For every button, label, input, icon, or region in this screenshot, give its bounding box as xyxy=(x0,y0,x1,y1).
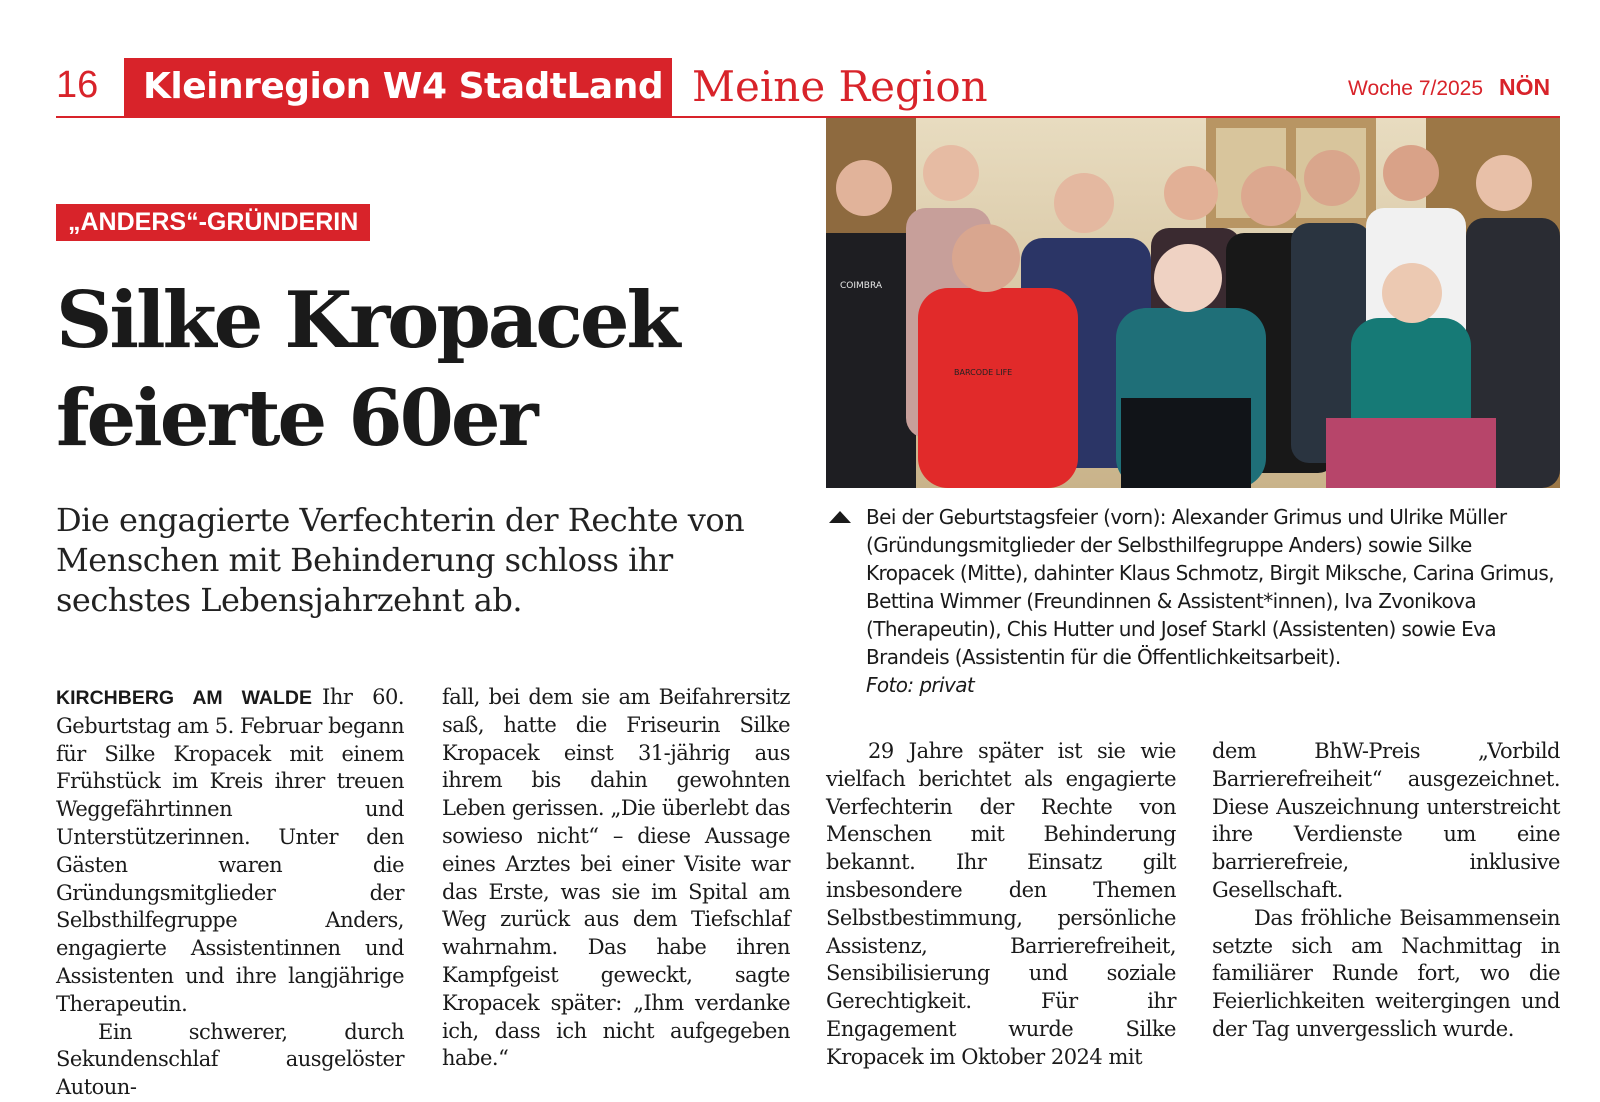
group-photo xyxy=(826,118,1560,488)
lead-paragraph: Die engagierte Verfechterin der Rechte von Menschen mit Behinderung schloss ihr sechstes Lebensjahrzehnt ab. xyxy=(56,501,745,619)
article-column-4 xyxy=(1212,738,1560,1044)
shirt-print-coimbra: COIMBRA xyxy=(840,281,883,291)
article-column-2 xyxy=(442,684,790,1073)
shirt-print-barcode: BARCODE LIFE xyxy=(954,368,1013,377)
column-1-paragraph-2: Ein schwerer, durch Sekundenschlaf ausgelöster Autoun- xyxy=(56,1019,404,1100)
article-column-1 xyxy=(56,684,404,1102)
caption-text: Bei der Geburtstagsfeier (vorn): Alexander Grimus und Ulrike Müller (Gründungsmitglieder der Selbsthilfegruppe Anders) sowie Silke Kropacek (Mitte), dahinter Klaus Schmotz, Birgit Miksche, Carina Grimus, Bettina Wimmer (Freundinnen & Assistent*innen), Iva Zvonikova (Therapeutin), Chis Hutter und Josef Starkl (Assistenten) sowie Eva Brandeis (Assistentin für die Öffentlichkeitsarbeit). xyxy=(866,505,1554,669)
column-1-paragraph-1: Ihr 60. Geburtstag am 5. Februar begann für Silke Kropacek mit einem Frühstück im Kreis ihrer treuen Weggefährtinnen und Unterstützerinnen. Unter den Gästen waren die Gründungsmitglieder der Selbsthilfegruppe Anders, engagierte Assistentinnen und Assistenten und ihre langjährige Therapeutin. xyxy=(56,685,405,1016)
section-title: Meine Region xyxy=(692,62,988,111)
column-3-paragraph-1: 29 Jahre später ist sie wie vielfach berichtet als engagierte Verfechterin der Rechte von Menschen mit Behinderung bekannt. Ihr Einsatz gilt insbesondere den Themen Selbstbestimmung, persönliche Assistenz, Barrierefreiheit, Sensibilisierung und soziale Gerechtigkeit. Für ihr Engagement wurde Silke Kropacek im Oktober 2024 mit xyxy=(826,739,1176,1069)
caption-arrow-icon xyxy=(829,511,851,523)
photo-credit: Foto: privat xyxy=(866,673,975,697)
kicker-label: „ANDERS“-GRÜNDERIN xyxy=(56,204,370,241)
brand-logo: NÖN xyxy=(1499,74,1551,100)
column-4-paragraph-2: Das fröhliche Beisammensein setzte sich am Nachmittag in familiärer Runde fort, wo die Feierlichkeiten weitergingen und der Tag unvergesslich wurde. xyxy=(1212,905,1560,1041)
column-4-paragraph-1: dem BhW-Preis „Vorbild Barrierefreiheit“ ausgezeichnet. Diese Auszeichnung unterstreicht ihre Verdienste um eine barrierefreie, inklusive Gesellschaft. xyxy=(1212,739,1560,902)
column-2-paragraph-1: fall, bei dem sie am Beifahrersitz saß, hatte die Friseurin Silke Kropacek einst 31-jährig aus ihrem bis dahin gewohnten Leben gerissen. „Die überlebt das sowieso nicht“ – diese Aussage eines Arztes bei einer Visite war das Erste, was sie im Spital am Weg zurück aus dem Tiefschlaf wahrnahm. Das habe ihren Kampfgeist geweckt, sagte Kropacek später: „Ihm verdanke ich, dass ich nicht aufgegeben habe.“ xyxy=(442,685,790,1071)
photo-caption xyxy=(866,503,1556,699)
headline: Silke Kropacek feierte 60er xyxy=(56,275,678,464)
dateline: KIRCHBERG AM WALDE xyxy=(56,687,313,709)
issue-label: Woche 7/2025 xyxy=(1348,77,1484,100)
group-photo-illustration xyxy=(826,118,1560,488)
page-number: 16 xyxy=(56,64,99,106)
article-column-3 xyxy=(826,738,1176,1072)
region-title: Kleinregion W4 StadtLand xyxy=(143,66,664,107)
